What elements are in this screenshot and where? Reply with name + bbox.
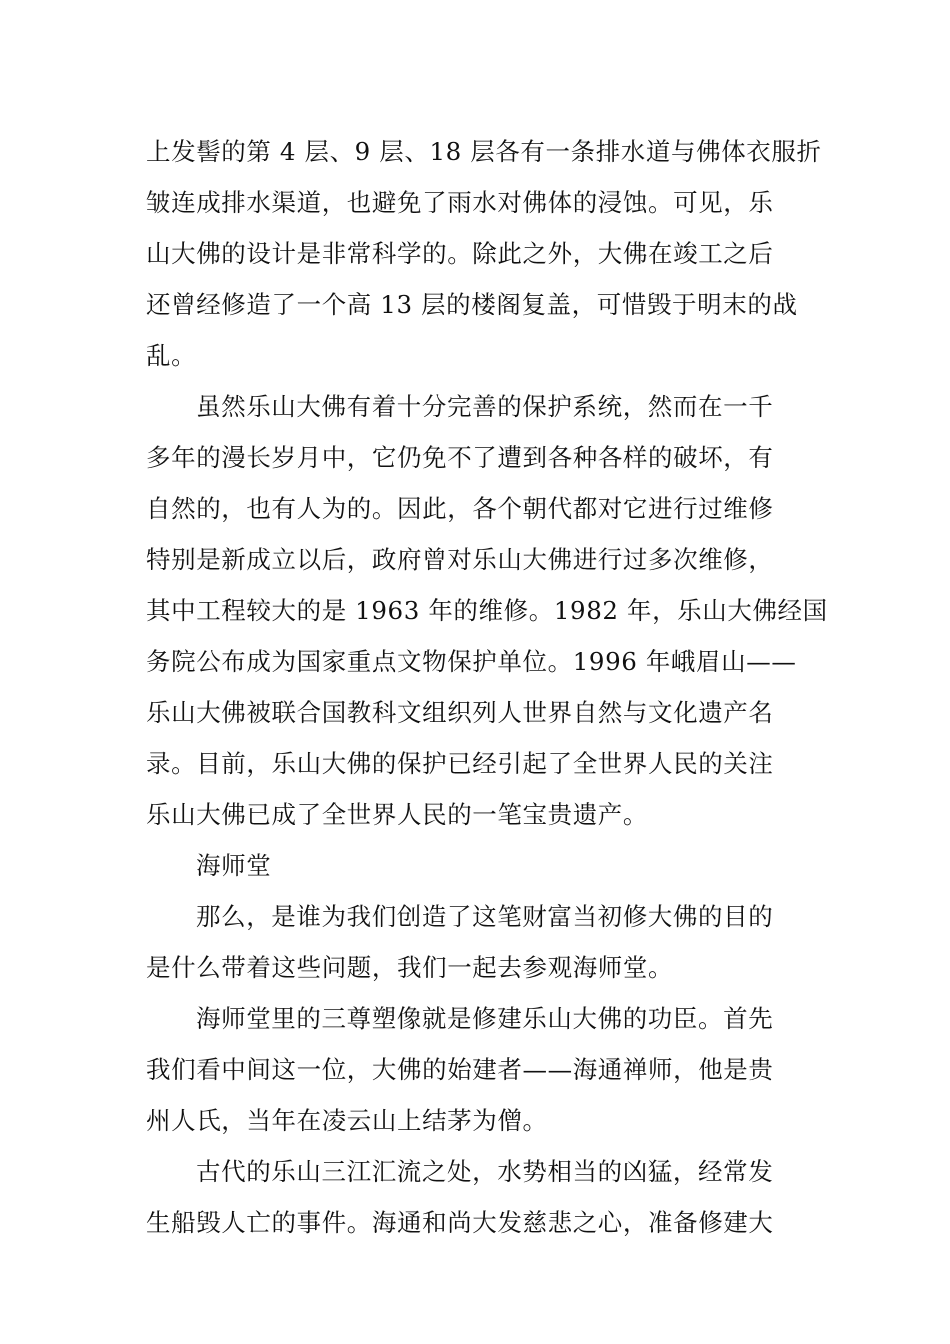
text-line: 乐山大佛已成了全世界人民的一笔宝贵遗产。 (146, 800, 648, 829)
text-line: 海师堂 (196, 851, 272, 880)
text-line: 虽然乐山大佛有着十分完善的保护系统，然而在一千 (196, 392, 774, 421)
text-line: 古代的乐山三江汇流之处，水势相当的凶猛，经常发 (196, 1157, 774, 1186)
text-line: 录。目前，乐山大佛的保护已经引起了全世界人民的关注 (146, 749, 774, 778)
text-line: 乱。 (146, 341, 197, 370)
document-body (146, 126, 828, 1248)
text-line: 上发髻的第 4 层、9 层、18 层各有一条排水道与佛体衣服折 (146, 137, 822, 166)
text-line: 乐山大佛被联合国教科文组织列人世界自然与文化遗产名 (146, 698, 774, 727)
text-line: 多年的漫长岁月中，它仍免不了遭到各种各样的破坏，有 (146, 443, 774, 472)
text-line: 那么，是谁为我们创造了这笔财富当初修大佛的目的 (196, 902, 774, 931)
text-line: 自然的，也有人为的。因此，各个朝代都对它进行过维修 (146, 494, 774, 523)
text-line: 山大佛的设计是非常科学的。除此之外，大佛在竣工之后 (146, 239, 774, 268)
text-line: 其中工程较大的是 1963 年的维修。1982 年，乐山大佛经国 (146, 596, 828, 625)
text-line: 特别是新成立以后，政府曾对乐山大佛进行过多次维修， (146, 545, 774, 574)
text-line: 生船毁人亡的事件。海通和尚大发慈悲之心，准备修建大 (146, 1208, 774, 1237)
text-line: 州人氏，当年在凌云山上结茅为僧。 (146, 1106, 548, 1135)
text-line: 还曾经修造了一个高 13 层的楼阁复盖，可惜毁于明末的战 (146, 290, 798, 319)
text-line: 务院公布成为国家重点文物保护单位。1996 年峨眉山—— (146, 647, 797, 676)
text-line: 是什么带着这些问题，我们一起去参观海师堂。 (146, 953, 674, 982)
text-line: 皱连成排水渠道，也避免了雨水对佛体的浸蚀。可见，乐 (146, 188, 774, 217)
text-line: 海师堂里的三尊塑像就是修建乐山大佛的功臣。首先 (196, 1004, 774, 1033)
text-line: 我们看中间这一位，大佛的始建者——海通禅师，他是贵 (146, 1055, 774, 1084)
